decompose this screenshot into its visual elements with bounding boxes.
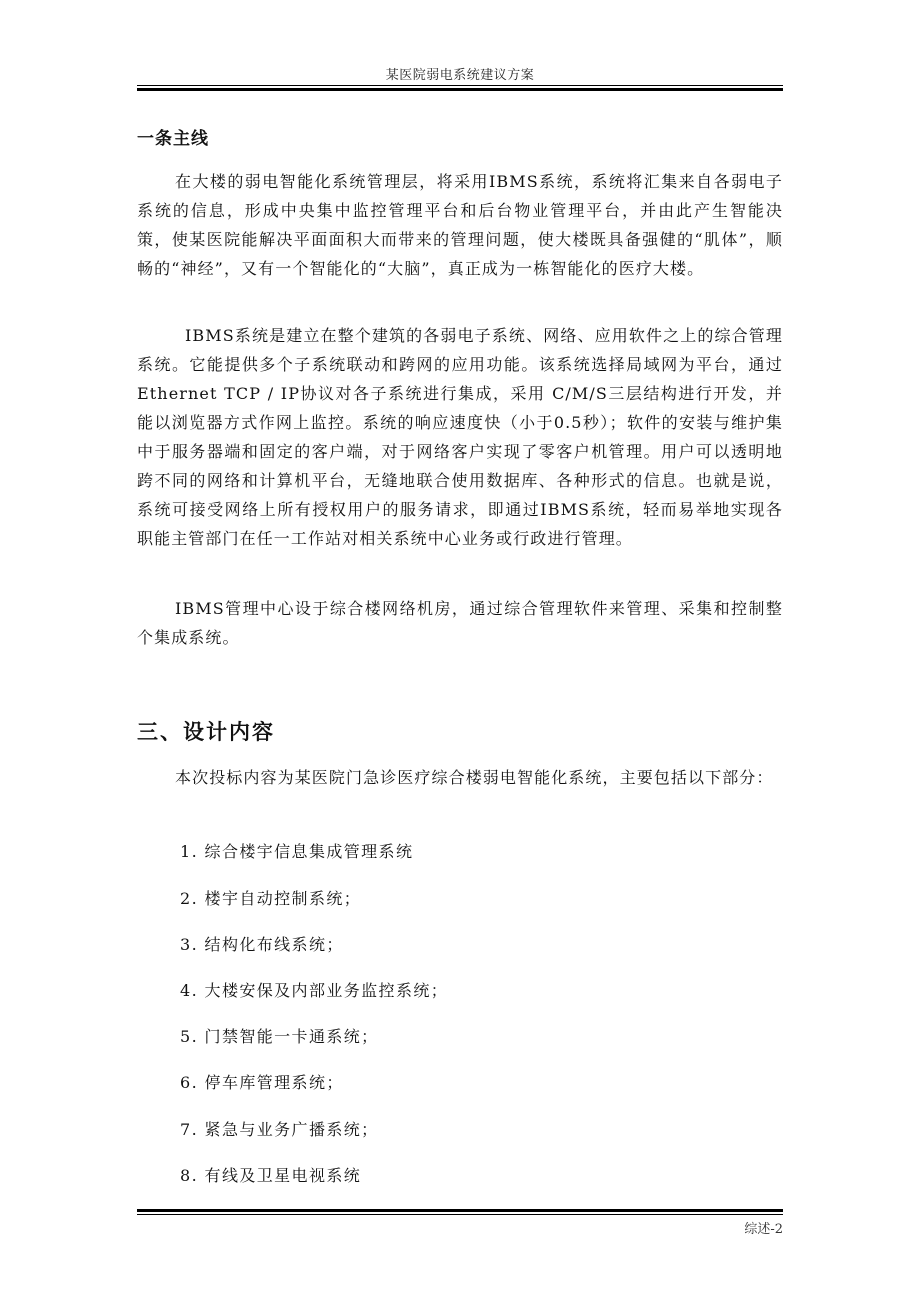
section-paragraph-3: IBMS管理中心设于综合楼网络机房，通过综合管理软件来管理、采集和控制整个集成系统。 bbox=[137, 599, 783, 647]
footer-rule-thin bbox=[137, 1214, 783, 1215]
section-heading: 一条主线 bbox=[137, 129, 209, 149]
chapter-heading: 三、设计内容 bbox=[137, 719, 275, 744]
section-paragraph-2: IBMS系统是建立在整个建筑的各弱电子系统、网络、应用软件之上的综合管理系统。它能提供多个子系统联动和跨网的应用功能。该系统选择局域网为平台，通过Ethernet TCP / IP协议对各子系统进行集成，采用 C/M/S三层结构进行开发，并能以浏览器方式作网上监控。系统的响应速度快（小于0.5秒）；软件的安装与维护集中于服务器端和固定的客户端，对于网络客户实现了零客户机管理。用户可以透明地跨不同的网络和计算机平台，无缝地联合使用数据库、各种形式的信息。也就是说，系统可接受网络上所有授权用户的服务请求，即通过IBMS系统，轻而易举地实现各职能主管部门在任一工作站对相关系统中心业务或行政进行管理。 bbox=[137, 326, 783, 548]
page-number: 综述-2 bbox=[744, 1222, 783, 1237]
list-item: 6. 停车库管理系统； bbox=[180, 1073, 344, 1092]
list-item: 2. 楼宇自动控制系统； bbox=[180, 889, 362, 908]
section-paragraph-1: 在大楼的弱电智能化系统管理层，将采用IBMS系统，系统将汇集来自各弱电子系统的信息，形成中央集中监控管理平台和后台物业管理平台，并由此产生智能决策，使某医院能解决平面面积大而带来的管理问题，使大楼既具备强健的“肌体”，顺畅的“神经”，又有一个智能化的“大脑”，真正成为一栋智能化的医疗大楼。 bbox=[137, 172, 783, 278]
document-header-title: 某医院弱电系统建议方案 bbox=[385, 68, 535, 83]
list-item: 8. 有线及卫星电视系统 bbox=[180, 1166, 362, 1185]
header-rule-thin bbox=[137, 85, 783, 86]
list-item: 1. 综合楼宇信息集成管理系统 bbox=[180, 842, 414, 861]
list-item: 7. 紧急与业务广播系统； bbox=[180, 1120, 379, 1139]
header-rule-thick bbox=[137, 88, 783, 91]
chapter-intro: 本次投标内容为某医院门急诊医疗综合楼弱电智能化系统，主要包括以下部分： bbox=[175, 768, 774, 787]
footer-rule-thick bbox=[137, 1209, 783, 1212]
list-item: 5. 门禁智能一卡通系统； bbox=[180, 1027, 379, 1046]
list-item: 4. 大楼安保及内部业务监控系统； bbox=[180, 981, 449, 1000]
list-item: 3. 结构化布线系统； bbox=[180, 935, 344, 954]
